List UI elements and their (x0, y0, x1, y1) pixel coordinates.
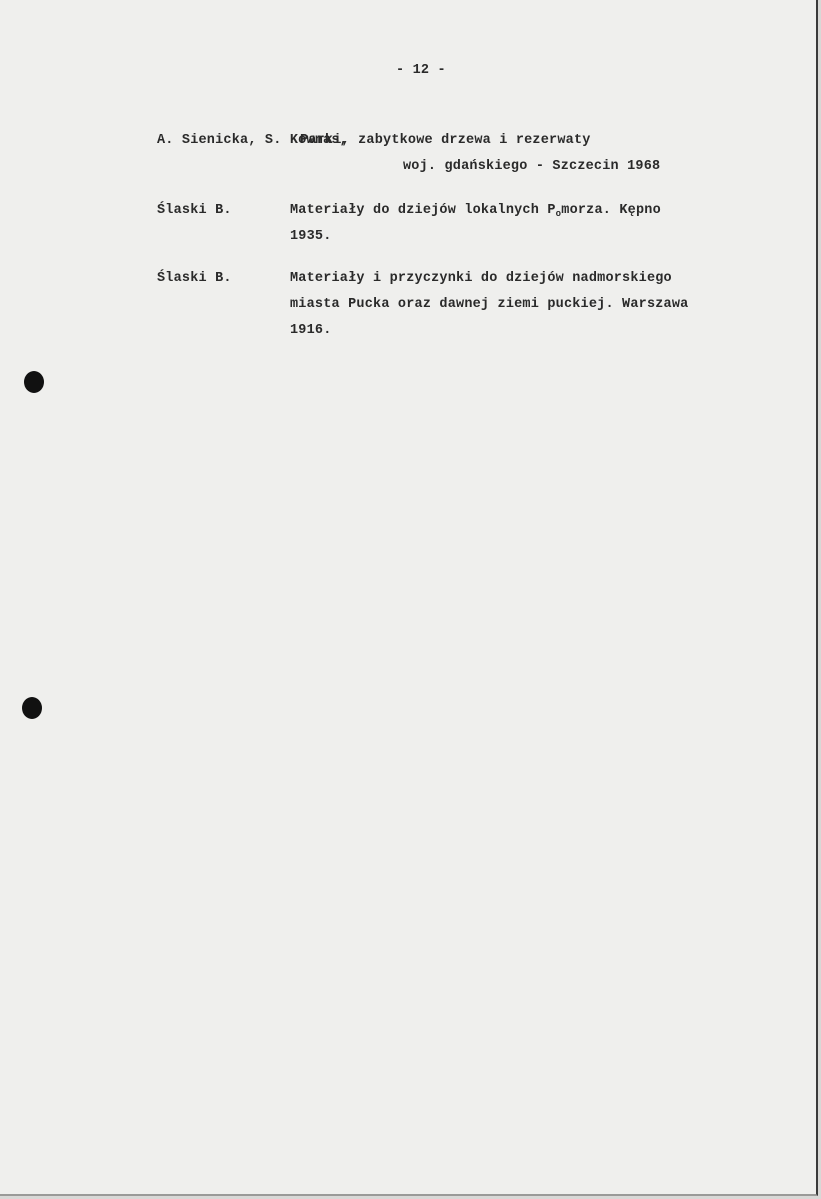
entry-2-title-line-2: 1935. (290, 229, 332, 244)
punch-hole-bottom (22, 697, 42, 719)
entry-2-title-prefix: Materiały do dziejów lokalnych P (290, 203, 556, 218)
entry-3-title-line-1: Materiały i przyczynki do dziejów nadmorskiego (290, 271, 672, 286)
entry-3-author: Ślaski B. (157, 271, 232, 286)
entry-2-title-line-1 (290, 200, 661, 225)
entry-2-title-subscript: o (555, 209, 562, 219)
entry-3-title-line-2: miasta Pucka oraz dawnej ziemi puckiej. Warszawa (290, 297, 689, 312)
entry-1-title-line-1: Parki, zabytkowe drzewa i rezerwaty (300, 133, 591, 148)
page-number: - 12 - (396, 63, 446, 78)
entry-1-author: A. Sienicka, S. Kownas, (157, 133, 348, 148)
entry-3-title-line-3: 1916. (290, 323, 332, 338)
punch-hole-top (24, 371, 44, 393)
entry-2-author: Ślaski B. (157, 203, 232, 218)
entry-2-title-suffix: morza. Kępno (561, 203, 661, 218)
entry-1-title-line-2: woj. gdańskiego - Szczecin 1968 (403, 159, 661, 174)
